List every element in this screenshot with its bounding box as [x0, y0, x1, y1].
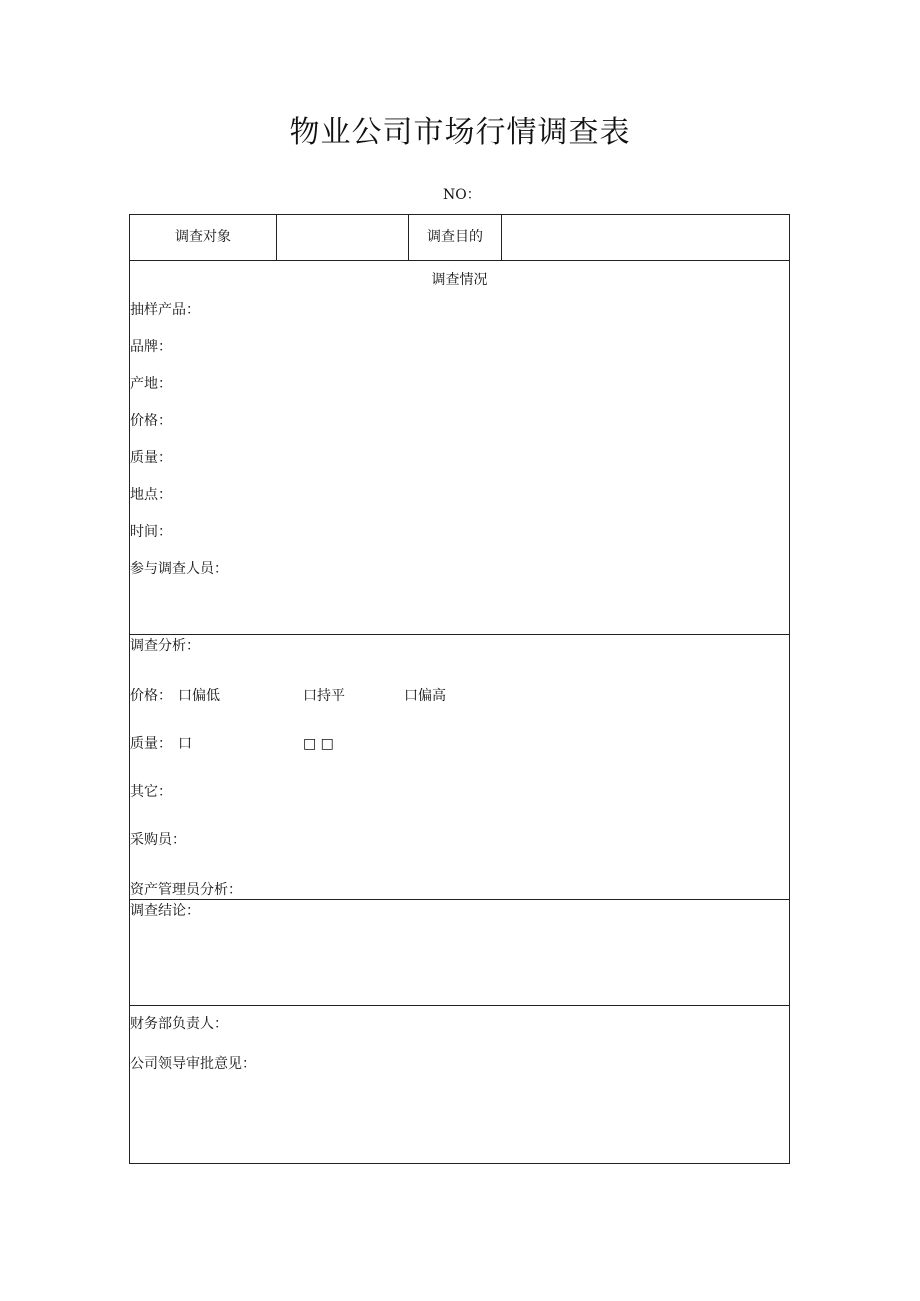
participants-label: 参与调查人员： — [130, 561, 228, 577]
quality-checkboxes[interactable]: □ □ — [303, 736, 334, 752]
asset-manager-label: 资产管理员分析： — [130, 882, 242, 898]
other-label: 其它： — [130, 784, 172, 800]
situation-heading: 调查情况 — [431, 272, 488, 288]
price-low-checkbox[interactable]: 口偏低 — [178, 688, 220, 704]
survey-purpose-label: 调查目的 — [427, 229, 483, 245]
survey-object-label: 调查对象 — [175, 229, 231, 245]
row-divider — [130, 634, 789, 635]
sample-product-label: 抽样产品： — [130, 302, 200, 318]
survey-form-table — [129, 214, 790, 1164]
survey-object-field[interactable] — [277, 215, 408, 260]
conclusion-heading: 调查结论： — [130, 903, 200, 919]
quality-label: 质量： — [130, 450, 172, 466]
analysis-price-label: 价格： — [130, 688, 172, 704]
price-flat-checkbox[interactable]: 口持平 — [303, 688, 345, 704]
row-divider — [130, 1005, 789, 1006]
quality-checkbox[interactable]: 口 — [178, 736, 192, 752]
price-label: 价格： — [130, 413, 172, 429]
form-number-label: NO： — [443, 187, 481, 203]
origin-label: 产地： — [130, 376, 172, 392]
purchaser-label: 采购员： — [130, 832, 186, 848]
location-label: 地点： — [130, 487, 172, 503]
time-label: 时间： — [130, 524, 172, 540]
approval-heading: 公司领导审批意见： — [130, 1056, 256, 1072]
row-divider — [130, 260, 789, 261]
row-divider — [130, 899, 789, 900]
survey-purpose-field[interactable] — [502, 215, 789, 260]
price-high-checkbox[interactable]: 口偏高 — [404, 688, 446, 704]
analysis-quality-label: 质量： — [130, 736, 172, 752]
brand-label: 品牌： — [130, 339, 172, 355]
form-title: 物业公司市场行情调查表 — [289, 115, 631, 150]
finance-head-label: 财务部负责人： — [130, 1016, 228, 1032]
analysis-heading: 调查分析： — [130, 638, 200, 654]
